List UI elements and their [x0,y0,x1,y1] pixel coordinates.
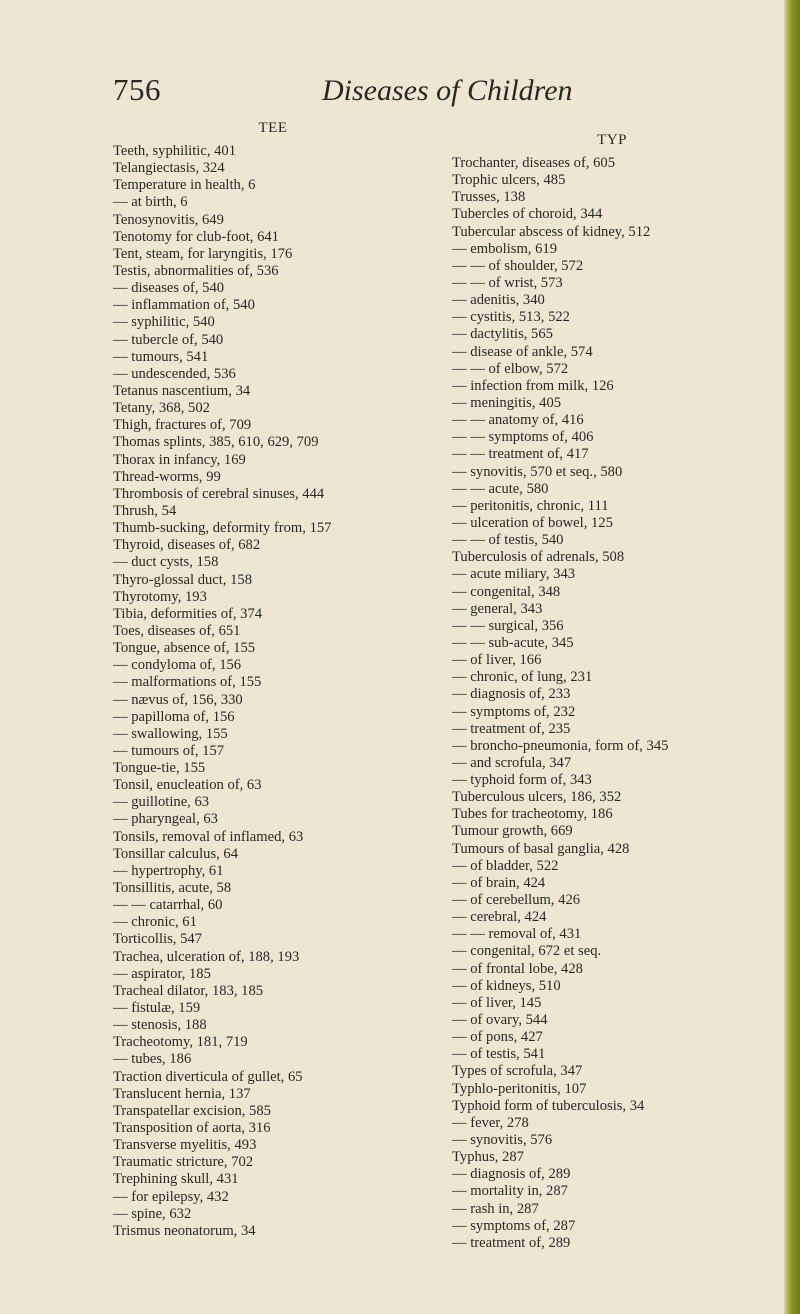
index-entry: — for epilepsy, 432 [113,1188,229,1205]
index-entry: Trochanter, diseases of, 605 [452,155,616,171]
index-entry: Tonsillitis, acute, 58 [113,880,232,897]
index-entry: Thyrotomy, 193 [113,588,207,605]
index-entry: Tent, steam, for laryngitis, 176 [113,245,293,262]
index-entry: — synovitis, 570 et seq., 580 [452,463,623,480]
index-entry: Tongue, absence of, 155 [113,640,256,657]
index-entry: — malformations of, 155 [113,674,262,691]
index-entry: Tumour growth, 669 [452,823,573,840]
index-entry: Typhlo-peritonitis, 107 [452,1080,587,1097]
index-entry: Types of scrofula, 347 [452,1063,583,1080]
index-entry: Telangiectasis, 324 [113,160,225,177]
index-entry: Tongue-tie, 155 [113,760,206,777]
index-entry: — embolism, 619 [452,240,557,257]
index-entry: Tenosynovitis, 649 [113,211,224,228]
index-entry: Tumours of basal ganglia, 428 [452,840,630,857]
index-entry: Typhus, 287 [452,1149,524,1166]
index-entry: Tuberculous ulcers, 186, 352 [452,789,622,806]
index-entry: — chronic, of lung, 231 [452,669,593,686]
index-entry: Typhoid form of tuberculosis, 34 [452,1097,645,1114]
index-entry: — mortality in, 287 [452,1183,568,1200]
index-entry: — duct cysts, 158 [113,554,219,571]
index-entry: Tracheal dilator, 183, 185 [113,982,264,999]
index-entry: — spine, 632 [113,1205,192,1222]
index-entry: — meningitis, 405 [452,394,562,411]
column-guide-word: TYP [597,132,627,148]
index-entry: — of liver, 145 [452,994,542,1011]
index-entry: Toes, diseases of, 651 [113,622,241,639]
index-entry: — — of elbow, 572 [452,360,569,377]
index-entry: — — surgical, 356 [452,617,564,634]
index-entry: — disease of ankle, 574 [452,343,593,360]
index-entry: Tetanus nascentium, 34 [113,382,251,399]
index-entry: — stenosis, 188 [113,1017,207,1034]
index-entry: Temperature in health, 6 [113,177,256,194]
index-entry: — condyloma of, 156 [113,657,242,674]
index-entry: — symptoms of, 232 [452,703,576,720]
running-head-title: Diseases of Children [322,74,573,107]
index-entry: — rash in, 287 [452,1200,539,1217]
index-entry: — treatment of, 235 [452,720,571,737]
index-entry: Trophic ulcers, 485 [452,172,566,189]
index-entry: Tetany, 368, 502 [113,400,210,417]
index-entry: — of kidneys, 510 [452,977,561,994]
index-entry: Testis, abnormalities of, 536 [113,262,279,279]
index-entry: Tibia, deformities of, 374 [113,605,263,622]
index-entry: Tuberculosis of adrenals, 508 [452,549,625,566]
index-entry: Thyroid, diseases of, 682 [113,537,261,554]
index-entry: Thrombosis of cerebral sinuses, 444 [113,485,325,502]
index-entry: — of pons, 427 [452,1029,543,1046]
index-entry: — chronic, 61 [113,914,197,931]
index-entry: — of frontal lobe, 428 [452,960,583,977]
index-entry: — nævus of, 156, 330 [113,691,243,708]
index-entry: — diagnosis of, 289 [452,1166,571,1183]
index-entry: Tonsils, removal of inflamed, 63 [113,828,304,845]
index-entry: — congenital, 672 et seq. [452,943,602,960]
index-entry: — at birth, 6 [113,194,188,211]
index-entry: Trismus neonatorum, 34 [113,1222,256,1239]
index-entry: — syphilitic, 540 [113,314,215,331]
index-entry: — diseases of, 540 [113,280,225,297]
index-entry: — — treatment of, 417 [452,446,589,463]
index-entry: — broncho-pneumonia, form of, 345 [452,737,669,754]
index-entry: Thyro-glossal duct, 158 [113,571,253,588]
index-entry: Torticollis, 547 [113,931,202,948]
index-entry-list [113,143,331,1240]
index-entry: — inflammation of, 540 [113,297,255,314]
index-entry: — hypertrophy, 61 [113,862,224,879]
index-entry: — of cerebellum, 426 [452,892,581,909]
index-entry: Transverse myelitis, 493 [113,1137,257,1154]
index-entry: — of testis, 541 [452,1046,546,1063]
index-entry: — — of shoulder, 572 [452,257,584,274]
index-entry-list [452,155,668,1252]
index-entry: — — removal of, 431 [452,926,582,943]
index-entry: Teeth, syphilitic, 401 [113,143,237,159]
index-entry: Translucent hernia, 137 [113,1085,251,1102]
index-entry: — — of testis, 540 [452,532,564,549]
index-entry: — — of wrist, 573 [452,274,563,291]
index-entry: — of bladder, 522 [452,857,559,874]
index-entry: — tumours of, 157 [113,742,225,759]
index-entry: — and scrofula, 347 [452,754,572,771]
index-entry: Transpatellar excision, 585 [113,1102,271,1119]
index-entry: Tubes for tracheotomy, 186 [452,806,613,823]
index-entry: Trusses, 138 [452,189,526,206]
index-entry: — peritonitis, chronic, 111 [452,497,609,514]
index-entry: Thigh, fractures of, 709 [113,417,252,434]
index-entry: — guillotine, 63 [113,794,210,811]
index-entry: — — acute, 580 [452,480,549,497]
index-entry: — of ovary, 544 [452,1012,548,1029]
index-entry: Thorax in infancy, 169 [113,451,246,468]
index-entry: Tubercular abscess of kidney, 512 [452,223,651,240]
index-entry: Tonsil, enucleation of, 63 [113,777,262,794]
index-entry: — of brain, 424 [452,874,546,891]
index-entry: — typhoid form of, 343 [452,772,592,789]
index-entry: — congenital, 348 [452,583,561,600]
index-entry: — — anatomy of, 416 [452,412,584,429]
index-entry: — infection from milk, 126 [452,377,614,394]
index-entry: — dactylitis, 565 [452,326,553,343]
index-entry: — treatment of, 289 [452,1234,571,1251]
index-entry: Traumatic stricture, 702 [113,1154,254,1171]
index-entry: — acute miliary, 343 [452,566,576,583]
index-entry: Thrush, 54 [113,502,177,519]
index-entry: Transposition of aorta, 316 [113,1120,271,1137]
index-entry: — of liver, 166 [452,652,542,669]
index-entry: — — symptoms of, 406 [452,429,594,446]
index-entry: — cystitis, 513, 522 [452,309,570,326]
index-entry: — fistulæ, 159 [113,1000,201,1017]
index-entry: — fever, 278 [452,1114,529,1131]
index-entry: — swallowing, 155 [113,725,228,742]
page-edge-binding [784,0,800,1314]
index-entry: — papilloma of, 156 [113,708,235,725]
index-entry: Tonsillar calculus, 64 [113,845,239,862]
index-entry: — pharyngeal, 63 [113,811,218,828]
page-number: 756 [113,72,161,107]
index-entry: — — catarrhal, 60 [113,897,223,914]
index-entry: — — sub-acute, 345 [452,634,574,651]
index-entry: — aspirator, 185 [113,965,211,982]
index-entry: — diagnosis of, 233 [452,686,571,703]
index-entry: Tubercles of choroid, 344 [452,206,603,223]
index-entry: Thread-worms, 99 [113,468,221,485]
index-entry: Thomas splints, 385, 610, 629, 709 [113,434,319,451]
index-entry: Traction diverticula of gullet, 65 [113,1068,303,1085]
index-entry: Tracheotomy, 181, 719 [113,1034,248,1051]
index-entry: — ulceration of bowel, 125 [452,514,613,531]
index-entry: — tubes, 186 [113,1051,192,1068]
index-entry: — symptoms of, 287 [452,1217,576,1234]
index-entry: — tumours, 541 [113,348,209,365]
index-entry: Trachea, ulceration of, 188, 193 [113,948,300,965]
index-entry: Thumb-sucking, deformity from, 157 [113,520,332,537]
index-entry: — tubercle of, 540 [113,331,224,348]
index-entry: — synovitis, 576 [452,1132,553,1149]
column-guide-word: TEE [258,120,288,136]
index-entry: Trephining skull, 431 [113,1171,239,1188]
index-entry: — cerebral, 424 [452,909,547,926]
index-entry: — adenitis, 340 [452,292,545,309]
index-entry: — general, 343 [452,600,543,617]
index-entry: Tenotomy for club-foot, 641 [113,228,279,245]
index-entry: — undescended, 536 [113,365,236,382]
